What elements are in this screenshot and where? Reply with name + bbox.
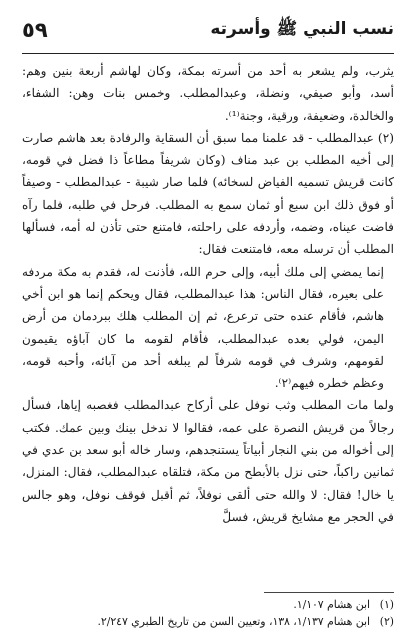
header-rule: [22, 53, 394, 54]
footnote-text: ابن هشام ١/١٣٧، ١٣٨، وتعيين السن من تاريخ الطبري ٢/٢٤٧.: [97, 615, 370, 628]
main-text: [22, 60, 394, 528]
running-title: نسب النبي ﷺ وأسرته: [210, 18, 394, 39]
paragraph-4: ولما مات المطلب وثب نوفل على أركاح عبدالمطلب فغصبه إياها، فسأل رجالاً من قريش النصرة على عمه، فقالوا لا ندخل بينك وبين عمك. فكتب إلى أخواله من بني النجار أبياتاً يستنجدهم، وسار خاله أبو سعد بن عدي في ثمانين راكباً، حتى نزل بالأبطح من مكة، فتلقاه عبدالمطلب، فقال: المنزل، يا خال! فقال: لا والله حتى ألقى نوفلاً، ثم أقبل فوقف نوفل، وهو جالس في الحجر مع مشايخ قريش، فسلَّ: [22, 398, 394, 524]
footnotes: [22, 596, 394, 630]
footnote-rule: [264, 592, 394, 593]
page-header: [22, 8, 394, 52]
footnote-number: (١): [379, 598, 394, 611]
paragraph-3: إنما يمضي إلى ملك أبيه، وإلى حرم الله، فأذنت له، فقدم به مكة مردفه على بعيره، فقال الناس: هذا عبدالمطلب، فقال ويحكم إنما هو ابن أخي هاشم، فأقام عنده حتى ترعرع، ثم إن المطلب هلك ببردمان من أرض اليمن، فولي بعده عبدالمطلب، فأقام لقومه ما كان آباؤه يقيمون لقومهم، وشرف في قومه شرفاً لم يبلغه أحد من آبائه، وأحبه قومه، وعظم خطره فيهم⁽٢⁾.: [22, 264, 384, 391]
footnote-1: [22, 596, 394, 613]
paragraph-1: يثرب، ولم يشعر به أحد من أسرته بمكة، وكان لهاشم أربعة بنين وهم: أسد، وأبو صيفي، ونضلة، وعبدالمطلب. وخمس بنات وهن: الشفاء، والخالدة، وضعيفة، ورقية، وجنة⁽¹⁾.: [22, 64, 394, 123]
footnote-2: [22, 613, 394, 630]
paragraph-2: (٢) عبدالمطلب - قد علمنا مما سبق أن السقاية والرفادة بعد هاشم صارت إلى أخيه المطلب بن عبد مناف (وكان شريفاً مطاعاً ذا فضل في قومه، كانت قريش تسميه الفياض لسخائه) فلما صار شيبة - عبدالمطلب - وصيفاً أو فوق ذلك ابن سبع أو ثمان سمع به المطلب. فرحل في طلبه، فلما رآه فاضت عيناه، وضمه، وأردفه على راحلته، فامتنع حتى تأذن له أمه، فسألها المطلب أن ترسله معه، فامتنعت فقال:: [22, 130, 394, 257]
footnote-text: ابن هشام ١/١٠٧.: [293, 598, 370, 611]
footnote-number: (٢): [379, 615, 394, 628]
page-number: ٥٩: [22, 18, 48, 42]
